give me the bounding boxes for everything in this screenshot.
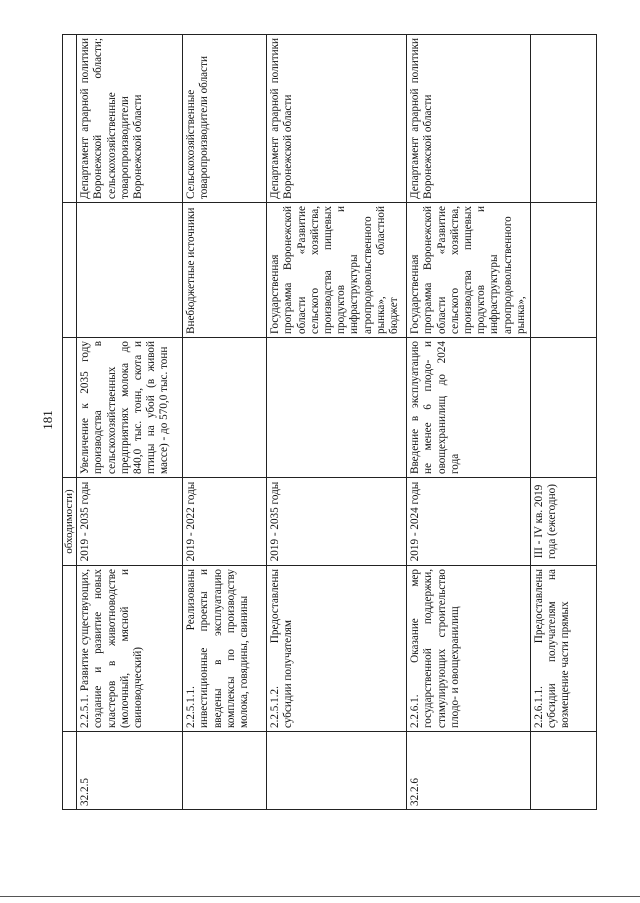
result-cell: Увеличение к 2035 году производства в сельскохозяйственных предприятиях молока до 840,0 тыс. тонн, скота и птицы на убой (в живой массе) - до 570,0 тыс. тонн [77,338,183,478]
source-cell: Внебюджетные источники [183,203,267,338]
header-cell-event [63,566,77,732]
table-row [183,35,267,810]
period-cell: 2019 - 2035 годы [77,478,183,566]
result-cell: Введение в эксплуатацию не менее 6 плодо- и овощехранилищ до 2024 года [407,338,531,478]
source-cell: Государственная программа Воронежской области «Развитие сельского хозяйства, производства пищевых продуктов и инфраструктуры агропродовольственного рынка», областной бюджет [267,203,407,338]
table-row [77,35,183,810]
executor-cell [531,35,597,203]
measures-table [62,34,597,810]
header-cell-num [63,732,77,810]
source-cell: Государственная программа Воронежской области «Развитие сельского хозяйства, производства пищевых продуктов и инфраструктуры агропродовольственного рынка», [407,203,531,338]
event-cell: 2.2.5.1.1. Реализованы инвестиционные проекты и введены в эксплуатацию комплексы по производству молока, говядины, свинины [183,566,267,732]
period-cell: III - IV кв. 2019 года (ежегодно) [531,478,597,566]
event-cell: 2.2.6.1. Оказание мер государственной поддержки, стимулирующих строительство плодо- и овощехранилищ [407,566,531,732]
table-row [531,35,597,810]
event-cell: 2.2.5.1. Развитие существующих, создание и развитие новых кластеров в животноводстве (молочный, мясной и свиноводческий) [77,566,183,732]
result-cell [531,338,597,478]
header-cell-result [63,338,77,478]
row-number: 32.2.6 [407,732,531,810]
table-row [407,35,531,810]
table-header-row [63,35,77,810]
executor-cell: Сельскохозяйственные товаропроизводители области [183,35,267,203]
page-number: 181 [39,410,55,430]
executor-cell: Департамент аграрной политики Воронежской области; сельскохозяйственные товаропроизводители Воронежской области [77,35,183,203]
period-cell: 2019 - 2022 годы [183,478,267,566]
result-cell [183,338,267,478]
row-number: 32.2.5 [77,732,183,810]
header-cell-period: обходимости) [63,478,77,566]
page-bottom-rule [0,896,640,897]
table-row [267,35,407,810]
period-cell: 2019 - 2035 годы [267,478,407,566]
rotated-table-container [62,35,597,810]
header-cell-source [63,203,77,338]
event-cell: 2.2.6.1.1. Предоставлены субсидии получателям на возмещение части прямых [531,566,597,732]
event-cell: 2.2.5.1.2. Предоставлены субсидии получателям [267,566,407,732]
source-cell [77,203,183,338]
row-number [531,732,597,810]
row-number [267,732,407,810]
executor-cell: Департамент аграрной политики Воронежской области [407,35,531,203]
period-cell: 2019 - 2024 годы [407,478,531,566]
row-number [183,732,267,810]
header-cell-executor [63,35,77,203]
executor-cell: Департамент аграрной политики Воронежской области [267,35,407,203]
source-cell [531,203,597,338]
result-cell [267,338,407,478]
